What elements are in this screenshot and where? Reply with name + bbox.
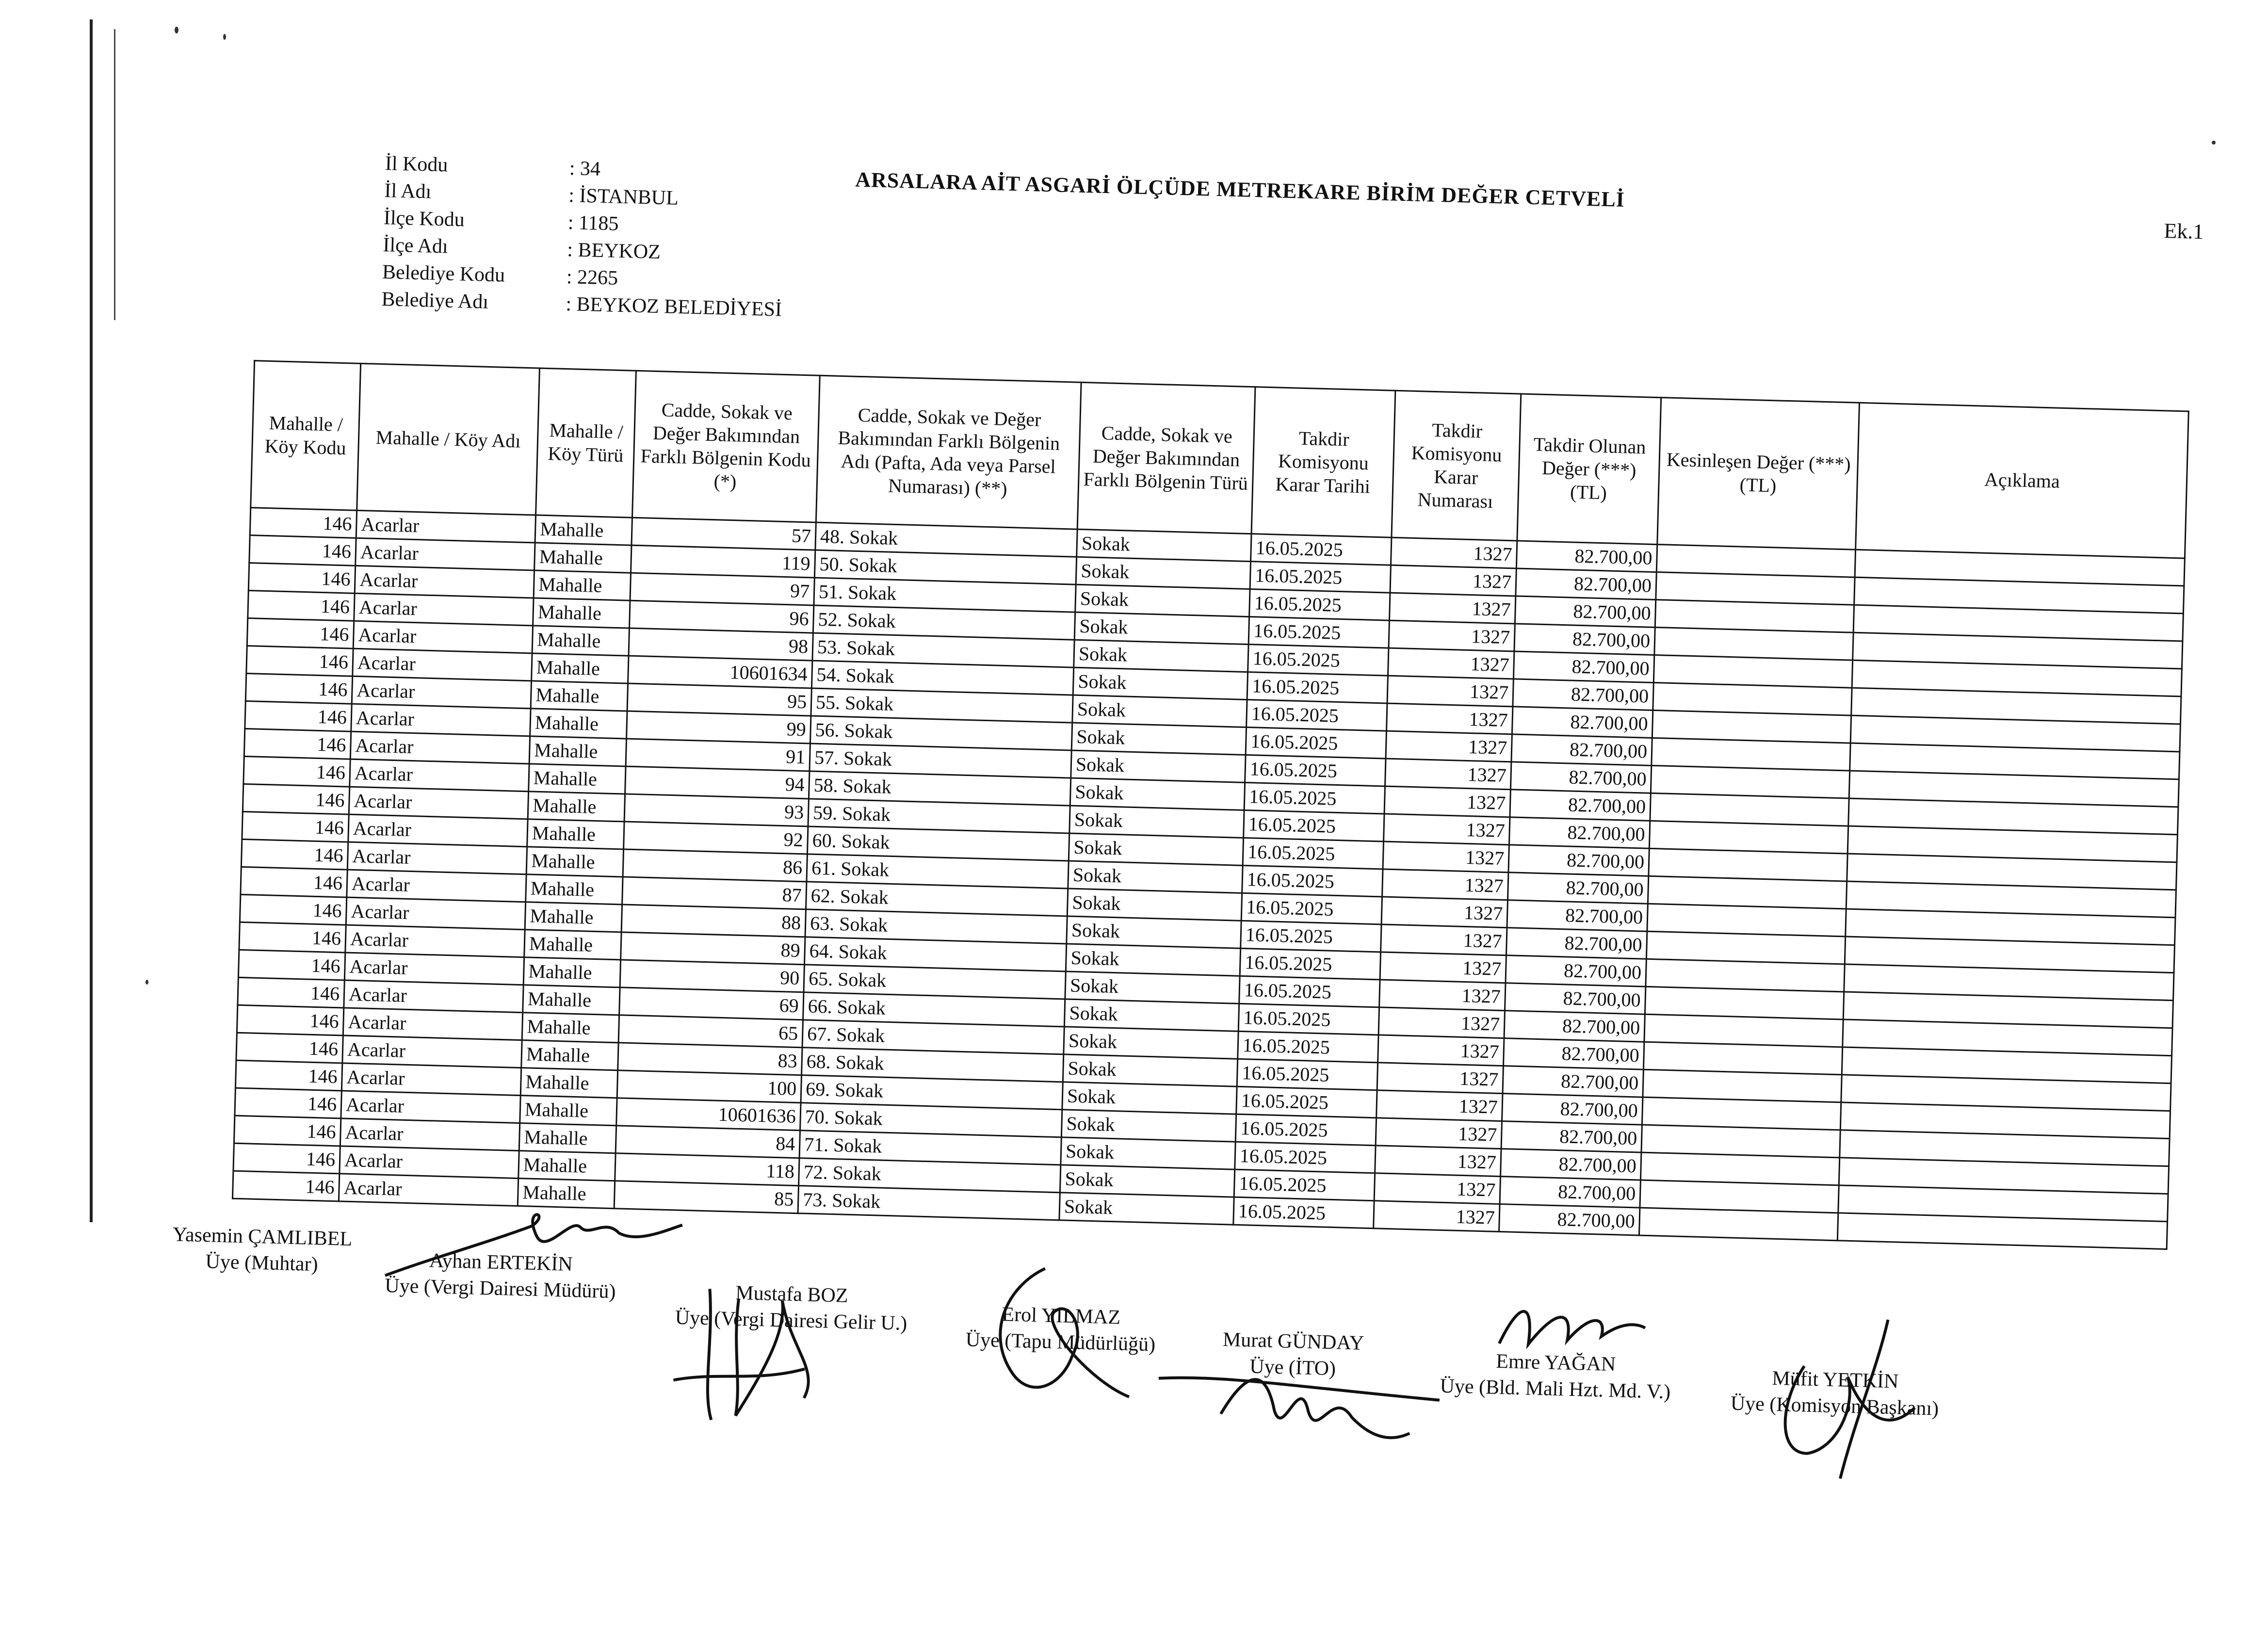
table-cell [1656,545,1855,578]
table-cell: 16.05.2025 [1245,755,1386,786]
signatory-role: Üye (Bld. Mali Hzt. Md. V.) [1440,1374,1671,1404]
table-cell: 16.05.2025 [1239,976,1380,1007]
table-cell: Mahalle [522,1013,619,1043]
table-cell [1646,959,1845,992]
table-cell: 16.05.2025 [1247,700,1387,731]
table-cell: 82.700,00 [1512,707,1652,738]
signatory-role: Üye (Muhtar) [205,1250,319,1276]
table-cell: Sokak [1063,1054,1237,1086]
table-cell: 73. Sokak [798,1186,1060,1220]
table-cell [1656,572,1855,605]
table-cell [1651,765,1849,798]
table-cell: 82.700,00 [1513,651,1654,683]
table-cell [1652,738,1850,771]
signatory-role: Üye (İTO) [1249,1355,1336,1380]
table-cell: 95 [627,683,811,716]
table-cell: 82.700,00 [1507,900,1648,932]
table-cell: 146 [249,535,356,566]
table-cell: 146 [243,756,350,787]
table-cell: Mahalle [529,736,626,766]
table-cell: Sokak [1076,557,1250,589]
table-cell: 16.05.2025 [1243,838,1383,869]
table-cell: 1327 [1381,924,1507,955]
column-header: Mahalle / Köy Türü [536,368,636,517]
table-cell: 16.05.2025 [1235,1114,1376,1146]
table-cell: 16.05.2025 [1246,728,1386,759]
table-cell: Mahalle [526,847,623,877]
field-label: İlçe Kodu [383,207,465,231]
table-cell: Sokak [1073,667,1247,699]
table-cell: Mahalle [526,874,623,905]
column-header: Açıklama [1856,403,2189,558]
table-cell: Acarlar [347,870,526,902]
table-cell: Sokak [1067,916,1241,948]
table-cell: 1327 [1374,1201,1500,1232]
table-cell: Acarlar [350,731,530,764]
table-cell: 48. Sokak [815,522,1077,557]
table-cell [1643,1042,1842,1075]
table-cell: 1327 [1384,786,1510,817]
table-cell: Sokak [1064,1027,1238,1059]
table-cell: Acarlar [344,980,523,1013]
table-cell: 1327 [1376,1118,1502,1149]
table-cell: Sokak [1071,750,1246,782]
table-cell: 16.05.2025 [1238,1031,1378,1063]
table-cell: 1327 [1380,952,1506,983]
table-cell: 82.700,00 [1509,817,1650,849]
table-cell: Acarlar [353,648,532,681]
table-cell: 1327 [1384,814,1510,845]
handwritten-signature [658,1268,894,1434]
field-value: : 34 [569,157,601,180]
table-cell: 146 [237,1005,343,1035]
table-cell: Mahalle [519,1123,616,1153]
signatory-role: Üye (Vergi Dairesi Gelir U.) [675,1306,907,1335]
column-header: Kesinleşen Değer (***) (TL) [1657,398,1860,550]
field-value: : BEYKOZ BELEDİYESİ [565,292,782,321]
table-cell: 62. Sokak [806,882,1068,916]
table-cell: 84 [616,1126,800,1158]
table-cell: 16.05.2025 [1244,810,1384,841]
table-cell: 16.05.2025 [1244,782,1385,814]
column-header: Mahalle / Köy Kodu [251,361,361,511]
signatory-role: Üye (Komisyon Başkanı) [1730,1392,1939,1420]
table-cell: 146 [238,950,345,980]
table-cell: 83 [618,1043,802,1075]
table-cell: 1327 [1374,1173,1500,1204]
table-cell: Acarlar [340,1118,519,1151]
table-cell [1655,600,1854,633]
table-cell: 57 [632,517,816,550]
column-header: Cadde, Sokak ve Değer Bakımından Farklı Bölgenin Adı (Pafta, Ada veya Parsel Numarası) (**) [816,375,1081,529]
table-cell: 146 [244,728,351,759]
handwritten-signature [1479,1290,1656,1372]
table-cell: 146 [243,784,349,814]
table-cell: Acarlar [344,953,524,985]
table-cell: Sokak [1072,695,1247,727]
table-cell: 1327 [1377,1063,1503,1094]
table-cell: Mahalle [527,819,624,849]
table-cell [1648,876,1847,909]
field-value: : İSTANBUL [568,184,679,210]
table-cell: 82.700,00 [1510,762,1651,793]
signatory-name: Mustafa BOZ [735,1281,849,1307]
table-cell: Acarlar [340,1146,519,1179]
table-cell: 82.700,00 [1515,596,1655,628]
table-cell: 51. Sokak [814,578,1076,612]
table-cell: Acarlar [341,1063,521,1096]
table-cell: 82.700,00 [1516,541,1657,572]
table-cell: Sokak [1061,1110,1236,1142]
table-cell: 1327 [1378,1035,1504,1066]
table-cell [1649,821,1848,854]
table-cell: 54. Sokak [811,661,1073,695]
table-cell: 60. Sokak [807,826,1069,861]
field-label: Belediye Kodu [382,261,505,287]
table-cell: 82.700,00 [1501,1149,1641,1180]
table-cell: Sokak [1065,971,1240,1003]
table-cell: 71. Sokak [799,1131,1061,1165]
table-cell: 16.05.2025 [1241,921,1381,952]
signature-block [172,1221,353,1278]
table-cell: Mahalle [518,1179,615,1209]
table-cell: 64. Sokak [804,937,1066,971]
table-cell: 65 [618,1015,803,1048]
table-cell: 82.700,00 [1504,1011,1645,1042]
table-cell: 16.05.2025 [1235,1142,1376,1173]
field-value: : BEYKOZ [567,239,661,264]
table-cell: 57. Sokak [810,744,1071,778]
table-cell: Sokak [1060,1165,1234,1197]
table-cell: 72. Sokak [799,1158,1061,1193]
table-cell: Sokak [1077,529,1251,561]
table-cell: 82.700,00 [1503,1066,1643,1098]
field-label: İlçe Adı [382,234,449,258]
table-cell: 16.05.2025 [1233,1197,1374,1229]
table-cell: 146 [245,701,352,731]
table-cell [1645,986,1844,1019]
table-cell [1652,710,1851,743]
table-cell: 10601634 [628,656,812,688]
table-cell: 82.700,00 [1514,624,1655,655]
signatory-name: Murat GÜNDAY [1222,1328,1364,1355]
table-cell: 16.05.2025 [1251,534,1392,566]
table-cell: 82.700,00 [1510,790,1651,821]
table-cell: 1327 [1389,593,1515,624]
table-cell: 61. Sokak [807,854,1069,889]
field-label: Belediye Adı [381,288,489,313]
table-cell: 146 [248,563,355,594]
table-cell: Mahalle [534,570,631,600]
signatory-name: Müfit YETKİN [1771,1367,1899,1393]
table-cell: 16.05.2025 [1249,589,1390,621]
table-cell: 16.05.2025 [1238,1003,1379,1035]
table-cell [1642,1097,1841,1130]
table-cell [1644,1014,1843,1047]
table-cell: 91 [626,739,810,771]
table-cell: 1327 [1385,759,1511,790]
table-cell: Sokak [1066,944,1240,976]
table-cell: 146 [236,1033,343,1063]
table-cell: Acarlar [345,925,525,957]
table-cell: Acarlar [348,814,528,847]
table-cell: 146 [241,839,348,870]
table-cell: 146 [242,811,349,842]
table-cell [1641,1125,1840,1158]
table-cell: 1327 [1377,1090,1503,1121]
table-cell: 50. Sokak [814,550,1076,584]
table-cell: Sokak [1074,612,1249,644]
table-cell: Acarlar [349,787,528,819]
table-cell [1649,848,1847,881]
column-header: Takdir Olunan Değer (***) (TL) [1517,394,1661,544]
table-cell: 119 [631,545,815,578]
table-cell: 66. Sokak [803,992,1065,1027]
table-cell: 88 [621,905,806,937]
table-cell: 65. Sokak [804,965,1066,999]
handwritten-signature [375,1193,693,1298]
table-cell: 56. Sokak [810,716,1072,750]
signatory-name: Emre YAĞAN [1495,1350,1616,1376]
header-fields [381,150,786,323]
table-cell: 1327 [1389,620,1515,651]
table-cell: Sokak [1069,833,1243,865]
table-cell: 82.700,00 [1505,983,1645,1015]
table-cell: 146 [235,1088,341,1118]
table-cell: Mahalle [532,626,629,656]
table-cell: Mahalle [524,930,621,960]
table-cell: 82.700,00 [1516,568,1656,600]
table-cell: 82.700,00 [1499,1204,1640,1236]
signatory-name: Ayhan ERTEKİN [429,1249,573,1276]
table-cell: 92 [624,822,808,854]
table-cell: 16.05.2025 [1240,948,1380,980]
table-cell: Acarlar [352,676,531,709]
table-cell [1646,931,1845,964]
table-cell: 82.700,00 [1502,1094,1643,1125]
table-cell: 16.05.2025 [1234,1169,1375,1201]
table-cell: Sokak [1064,999,1239,1031]
table-cell: 16.05.2025 [1248,617,1389,648]
table-cell: 82.700,00 [1506,955,1646,987]
field-value: : 2265 [566,266,618,290]
table-cell: 98 [629,628,813,661]
table-cell [1640,1180,1839,1213]
table-cell [1654,627,1853,660]
table-cell: 94 [625,766,810,799]
table-cell: Sokak [1075,584,1250,616]
table-cell: 67. Sokak [802,1020,1064,1054]
table-cell [1653,682,1852,715]
table-cell: 146 [241,867,347,897]
table-cell [1639,1208,1838,1241]
table-cell: 146 [234,1116,340,1146]
table-cell: Mahalle [531,681,628,711]
table-cell: 1327 [1383,841,1509,873]
table-cell: 146 [245,674,352,704]
table-cell: 1327 [1388,648,1514,679]
table-cell: Sokak [1074,640,1248,672]
table-cell: Sokak [1068,861,1243,893]
value-table [232,360,2189,1250]
table-cell: 16.05.2025 [1247,672,1388,704]
table-cell: 82.700,00 [1511,734,1652,766]
table-cell: 146 [248,591,355,621]
table-cell: Acarlar [356,538,535,570]
column-header: Takdir Komisyonu Karar Numarası [1392,390,1521,541]
table-cell: 96 [630,600,814,633]
table-cell: 146 [250,508,356,538]
table-cell: 93 [624,794,809,826]
table-cell: Mahalle [535,515,632,545]
table-cell: Acarlar [353,621,533,653]
table-cell: Mahalle [530,709,627,739]
table-cell: 146 [247,618,354,649]
table-cell: Sokak [1067,889,1242,921]
table-cell: Sokak [1059,1193,1234,1225]
table-cell: 68. Sokak [802,1048,1064,1082]
table-cell: 87 [622,877,807,909]
table-body [232,508,2185,1249]
table-cell: Mahalle [525,902,622,932]
table-cell: 100 [617,1070,801,1103]
table-cell: 146 [239,922,346,953]
table-cell: 16.05.2025 [1248,645,1389,676]
table-cell [1643,1069,1842,1102]
table-cell: Sokak [1071,723,1246,755]
table-cell: 1327 [1391,537,1517,568]
table-cell: 55. Sokak [811,688,1073,723]
table-cell: Mahalle [520,1096,617,1126]
table-cell: 146 [238,977,344,1008]
table-cell: 16.05.2025 [1236,1086,1377,1118]
table-cell: 16.05.2025 [1250,562,1391,593]
table-cell: 70. Sokak [800,1103,1062,1137]
table-cell [1653,655,1852,688]
table-cell: 63. Sokak [805,909,1067,944]
table-cell: 82.700,00 [1513,679,1653,711]
table-cell: Mahalle [520,1068,617,1098]
table-cell: Mahalle [532,653,629,683]
table-cell: Acarlar [341,1091,520,1123]
table-cell: 53. Sokak [812,633,1074,667]
table-cell: Mahalle [535,543,632,573]
table-cell: Acarlar [347,842,527,874]
table-cell: Mahalle [528,792,625,822]
table-cell: Acarlar [351,704,531,736]
column-header: Mahalle / Köy Adı [357,363,540,515]
table-cell: 146 [232,1171,339,1201]
table-cell: 118 [615,1153,799,1186]
table-cell: 16.05.2025 [1242,865,1383,897]
table-cell: 146 [240,894,346,925]
table-cell: Mahalle [523,985,620,1015]
table-cell: 1327 [1387,676,1513,707]
table-cell: 58. Sokak [809,771,1070,806]
table-cell: Sokak [1062,1082,1237,1114]
table-cell: Acarlar [350,759,529,792]
table-cell: 52. Sokak [813,605,1075,640]
table-cell: 146 [233,1143,340,1174]
table-cell: 146 [246,646,353,677]
table-cell: 1327 [1386,703,1512,734]
table-cell: 89 [621,932,805,965]
table-cell: 82.700,00 [1506,928,1647,959]
table-cell: Mahalle [518,1151,616,1181]
table-cell: 99 [627,711,811,744]
table-cell: 16.05.2025 [1237,1059,1377,1090]
field-label: İl Kodu [385,152,448,177]
table-cell: Sokak [1070,778,1245,810]
table-cell: 69 [619,987,804,1020]
table-cell: 1327 [1375,1146,1501,1177]
table-cell: 82.700,00 [1500,1177,1640,1208]
table-cell: 10601636 [616,1098,801,1131]
handwritten-signature [1728,1306,1937,1496]
table-cell: Acarlar [356,510,535,543]
table-cell: Mahalle [533,598,630,628]
table-cell: 82.700,00 [1501,1121,1642,1153]
table-cell: 82.700,00 [1504,1038,1644,1070]
table-cell [1640,1152,1839,1185]
table-cell: 1327 [1378,1007,1505,1038]
table-cell: Sokak [1061,1137,1235,1169]
column-header: Cadde, Sokak ve Değer Bakımından Farklı Bölgenin Türü [1077,382,1255,534]
table-cell: Acarlar [354,593,534,626]
table-cell: Acarlar [343,1008,522,1040]
table-cell: 59. Sokak [808,799,1070,833]
table-cell: Mahalle [529,764,626,794]
field-value: : 1185 [567,211,619,235]
table-cell: 69. Sokak [801,1075,1063,1110]
table-cell: 146 [235,1060,342,1091]
table-cell: 1327 [1390,565,1516,596]
table-cell: 97 [630,573,814,605]
table-cell: Acarlar [355,566,534,598]
annex-label: Ek.1 [2163,219,2204,244]
table-cell: 1327 [1381,897,1507,928]
table-cell: 85 [614,1181,798,1213]
signatory-name: Erol YILMAZ [1002,1303,1121,1329]
table-cell [1650,793,1849,826]
table-cell: 90 [620,960,804,992]
column-header: Takdir Komisyonu Karar Tarihi [1251,387,1395,537]
table-cell: 82.700,00 [1507,873,1648,904]
table-cell: Acarlar [342,1035,522,1068]
table-cell: Acarlar [346,897,525,930]
table-cell: Mahalle [523,957,620,987]
table-cell: Sokak [1069,806,1244,838]
table-cell: 1327 [1386,731,1512,762]
signatory-name: Yasemin ÇAMLIBEL [172,1223,353,1251]
table-cell: 16.05.2025 [1241,893,1382,924]
table-cell: Mahalle [521,1040,618,1070]
table-cell [1647,904,1846,937]
handwritten-signature [1147,1339,1451,1458]
field-label: İl Adı [384,179,432,203]
signatory-role: Üye (Vergi Dairesi Müdürü) [384,1274,616,1303]
signatory-role: Üye (Tapu Müdürlüğü) [965,1328,1156,1356]
table-cell: Acarlar [339,1174,518,1206]
column-header: Cadde, Sokak ve Değer Bakımından Farklı Bölgenin Kodu (*) [632,371,820,522]
handwritten-signature [944,1256,1152,1417]
table-cell: 86 [623,849,807,882]
document-title: ARSALARA AİT ASGARİ ÖLÇÜDE METREKARE BİRİM DEĞER CETVELİ [855,167,1625,212]
table-cell: 1327 [1379,980,1506,1011]
table-cell: 82.700,00 [1508,845,1649,876]
table-cell: 1327 [1382,869,1508,900]
